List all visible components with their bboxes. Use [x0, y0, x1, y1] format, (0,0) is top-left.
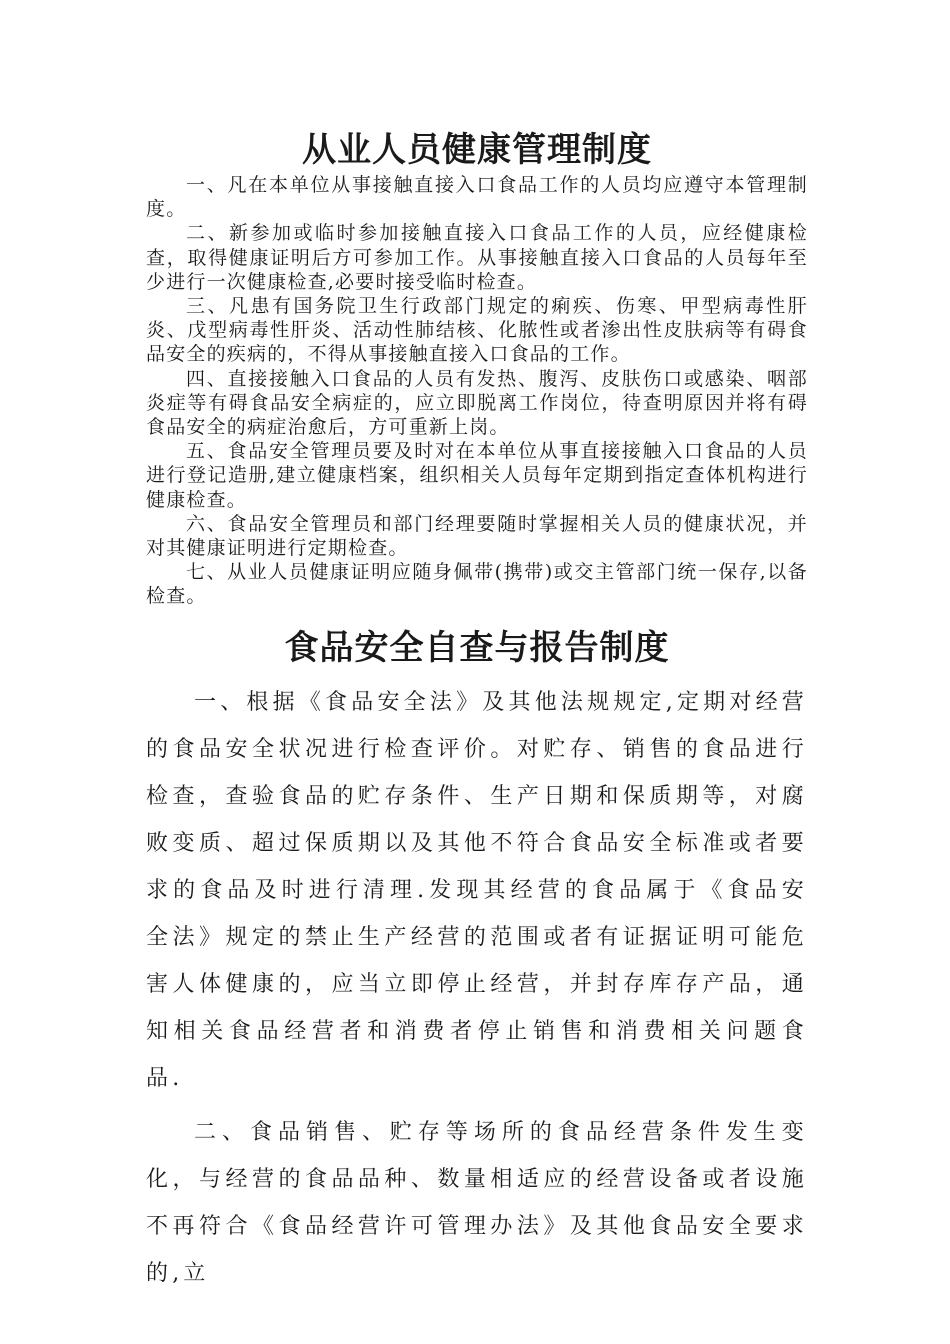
page-title-self-inspection: 食品安全自查与报告制度 — [284, 628, 670, 668]
self-inspection-body — [146, 679, 808, 1297]
health-rule-7: 七、从业人员健康证明应随身佩带(携带)或交主管部门统一保存,以备检查。 — [146, 561, 808, 608]
page-title-health-management: 从业人员健康管理制度 — [302, 130, 652, 170]
health-management-body — [146, 173, 808, 609]
health-rule-1: 一、凡在本单位从事接触直接入口食品工作的人员均应遵守本管理制度。 — [146, 174, 808, 221]
inspection-rule-2: 二、食品销售、贮存等场所的食品经营条件发生变化，与经营的食品品种、数量相适应的经营设备或者设施不再符合《食品经营许可管理办法》及其他食品安全要求的,立 — [146, 1120, 808, 1286]
inspection-rule-1: 一、根据《食品安全法》及其他法规规定,定期对经营的食品安全状况进行检查评价。对贮存、销售的食品进行检查，查验食品的贮存条件、生产日期和保质期等，对腐败变质、超过保质期以及其他不符合食品安全标准或者要求的食品及时进行清理.发现其经营的食品属于《食品安全法》规定的禁止生产经营的范围或者有证据证明可能危害人体健康的，应当立即停止经营，并封存库存产品，通知相关食品经营者和消费者停止销售和消费相关问题食品. — [146, 690, 808, 1091]
health-rule-5: 五、食品安全管理员要及时对在本单位从事直接接触入口食品的人员进行登记造册,建立健康档案，组织相关人员每年定期到指定查体机构进行健康检查。 — [146, 440, 808, 511]
health-rule-6: 六、食品安全管理员和部门经理要随时掌握相关人员的健康状况，并对其健康证明进行定期检查。 — [146, 512, 808, 560]
health-rule-4: 四、直接接触入口食品的人员有发热、腹泻、皮肤伤口或感染、咽部炎症等有碍食品安全病症的，应立即脱离工作岗位，待查明原因并将有碍食品安全的病症治愈后，方可重新上岗。 — [146, 367, 808, 439]
health-rule-3: 三、凡患有国务院卫生行政部门规定的痢疾、伤寒、甲型病毒性肝炎、戊型病毒性肝炎、活动性肺结核、化脓性或者渗出性皮肤病等有碍食品安全的疾病的，不得从事接触直接入口食品的工作。 — [146, 295, 808, 366]
health-rule-2: 二、新参加或临时参加接触直接入口食品工作的人员，应经健康检查，取得健康证明后方可参加工作。从事接触直接入口食品的人员每年至少进行一次健康检查,必要时接受临时检查。 — [146, 222, 808, 293]
